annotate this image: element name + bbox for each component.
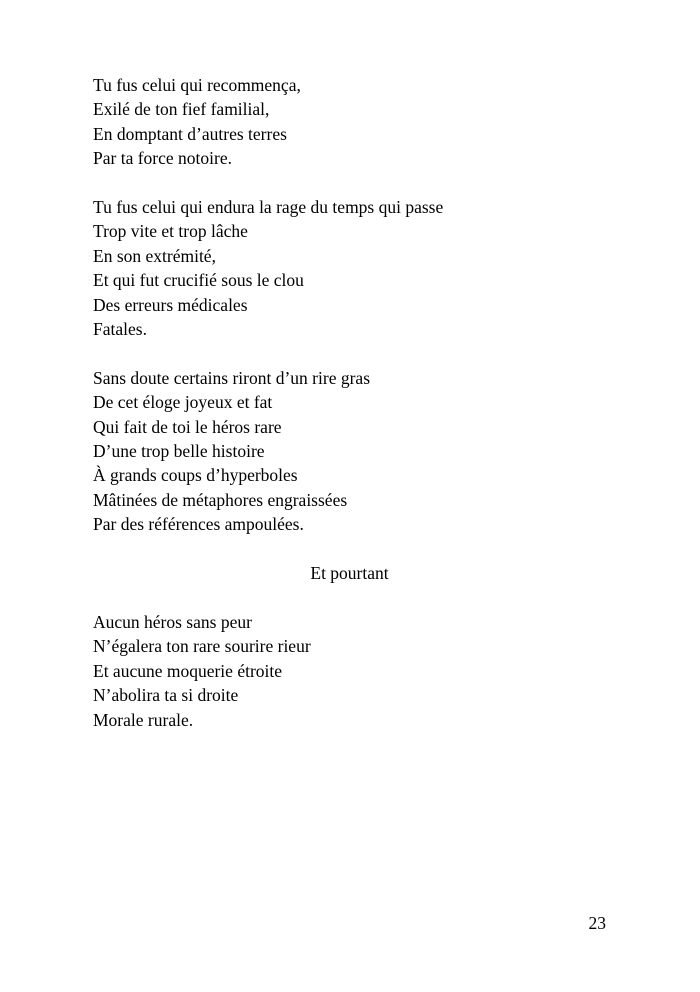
stanza-3 [93, 366, 606, 537]
stanza-1 [93, 73, 606, 171]
poem [93, 73, 606, 756]
page-number: 23 [588, 913, 606, 933]
poem-line: Des erreurs médicales [93, 294, 248, 315]
poem-line: Fatales. [93, 319, 147, 340]
stanza-4 [93, 610, 606, 732]
poem-line: Exilé de ton fief familial, [93, 99, 270, 120]
poem-line: N’égalera ton rare sourire rieur [93, 636, 311, 657]
poem-line: Qui fait de toi le héros rare [93, 416, 282, 437]
stanza-2 [93, 195, 606, 341]
poem-line: En son extrémité, [93, 245, 216, 266]
poem-line: Sans doute certains riront d’un rire gras [93, 367, 371, 388]
poem-line: Morale rurale. [93, 709, 194, 730]
poem-line: Par des références ampoulées. [93, 514, 304, 535]
poem-line: Et aucune moquerie étroite [93, 660, 283, 681]
poem-line: Et qui fut crucifié sous le clou [93, 270, 304, 291]
poem-line: Tu fus celui qui recommença, [93, 75, 301, 95]
poem-line: Trop vite et trop lâche [93, 221, 248, 242]
poem-line: Par ta force notoire. [93, 148, 232, 169]
poem-line: Tu fus celui qui endura la rage du temps qui passe [93, 197, 444, 218]
poem-line: Mâtinées de métaphores engraissées [93, 489, 348, 510]
poem-line: En domptant d’autres terres [93, 123, 287, 144]
poem-interlude-line: Et pourtant [310, 563, 389, 584]
poem-line: N’abolira ta si droite [93, 685, 239, 706]
poem-line: Aucun héros sans peur [93, 611, 252, 632]
poem-line: D’une trop belle histoire [93, 441, 265, 462]
poem-line: De cet éloge joyeux et fat [93, 392, 273, 413]
poem-line: À grands coups d’hyperboles [93, 465, 298, 486]
